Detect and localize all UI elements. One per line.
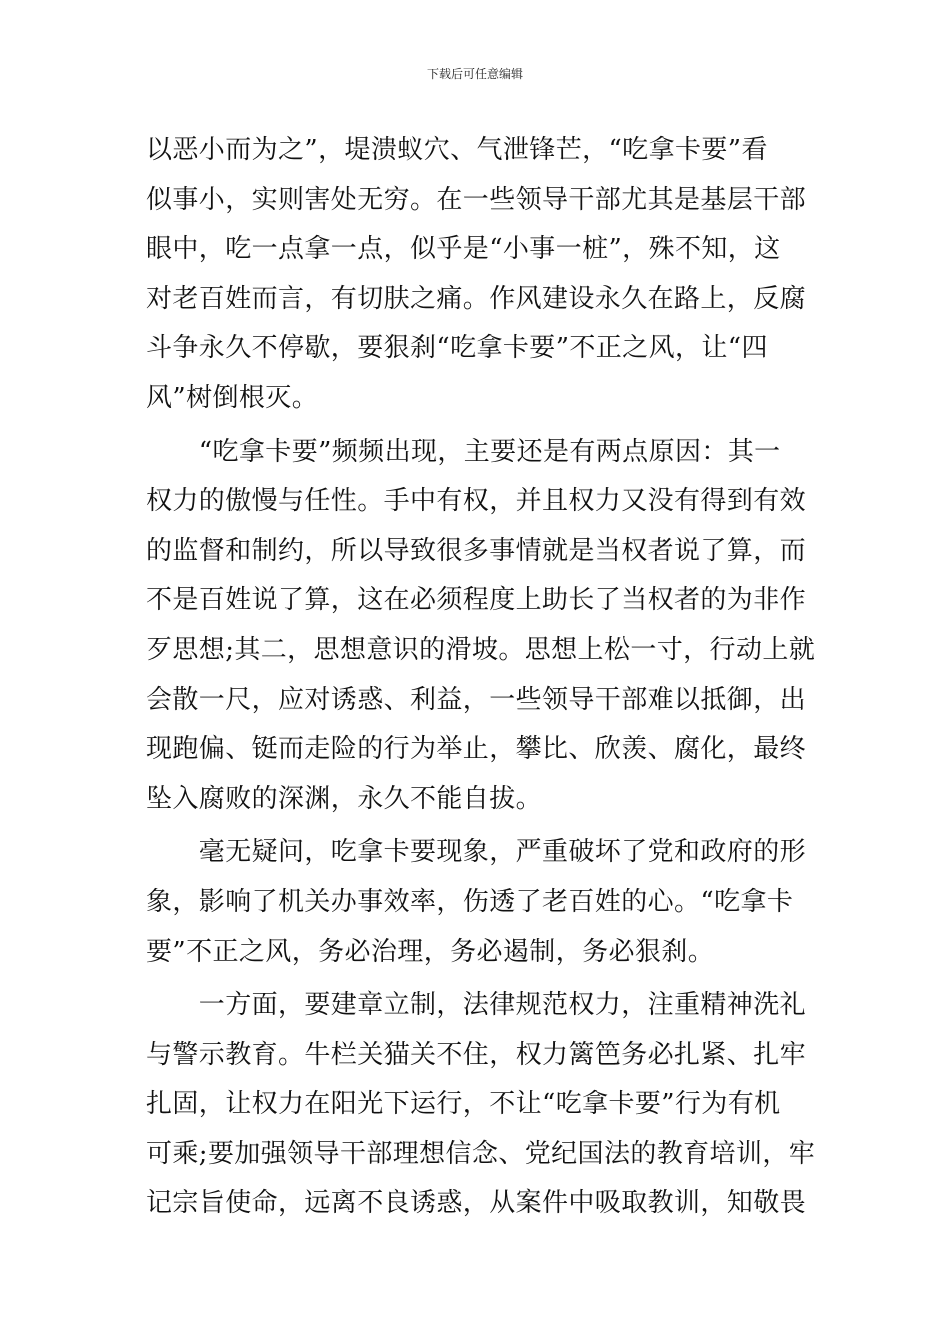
text-line: 不是百姓说了算，这在必须程度上助长了当权者的为非作	[146, 585, 807, 616]
text-line: 似事小，实则害处无穷。在一些领导干部尤其是基层干部	[146, 184, 807, 215]
text-line: 斗争永久不停歇，要狠刹“吃拿卡要”不正之风，让“四	[146, 333, 768, 364]
text-line: 要”不正之风，务必治理，务必遏制，务必狠刹。	[146, 936, 715, 967]
text-line: “吃拿卡要”频频出现，主要还是有两点原因：其一	[146, 436, 781, 467]
text-line: 象，影响了机关办事效率，伤透了老百姓的心。“吃拿卡	[146, 886, 794, 917]
text-line: 眼中，吃一点拿一点，似乎是“小事一桩”，殊不知，这	[146, 234, 781, 265]
text-line: 的监督和制约，所以导致很多事情就是当权者说了算，而	[146, 535, 807, 566]
text-line: 对老百姓而言，有切肤之痛。作风建设永久在路上，反腐	[146, 283, 807, 314]
text-line: 会散一尺，应对诱惑、利益，一些领导干部难以抵御，出	[146, 684, 807, 715]
text-line: 风”树倒根灭。	[146, 382, 319, 413]
text-line: 坠入腐败的深渊，永久不能自拔。	[146, 783, 543, 814]
page-header: 下载后可任意编辑	[426, 67, 523, 81]
text-line: 以恶小而为之”，堤溃蚁穴、气泄锋芒，“吃拿卡要”看	[146, 135, 768, 165]
text-line: 扎固，让权力在阳光下运行，不让“吃拿卡要”行为有机	[146, 1089, 781, 1120]
text-line: 可乘;要加强领导干部理想信念、党纪国法的教育培训，牢	[146, 1138, 816, 1169]
text-line: 一方面，要建章立制，法律规范权力，注重精神洗礼	[146, 990, 807, 1021]
text-line: 毫无疑问，吃拿卡要现象，严重破坏了党和政府的形	[146, 837, 807, 868]
text-line: 权力的傲慢与任性。手中有权，并且权力又没有得到有效	[146, 486, 807, 517]
text-line: 记宗旨使命，远离不良诱惑，从案件中吸取教训，知敬畏	[146, 1188, 807, 1219]
text-line: 歹思想;其二，思想意识的滑坡。思想上松一寸，行动上就	[146, 634, 816, 665]
text-line: 现跑偏、铤而走险的行为举止，攀比、欣羡、腐化，最终	[146, 734, 807, 765]
document-body	[146, 126, 816, 1229]
text-line: 与警示教育。牛栏关猫关不住，权力篱笆务必扎紧、扎牢	[146, 1039, 807, 1070]
